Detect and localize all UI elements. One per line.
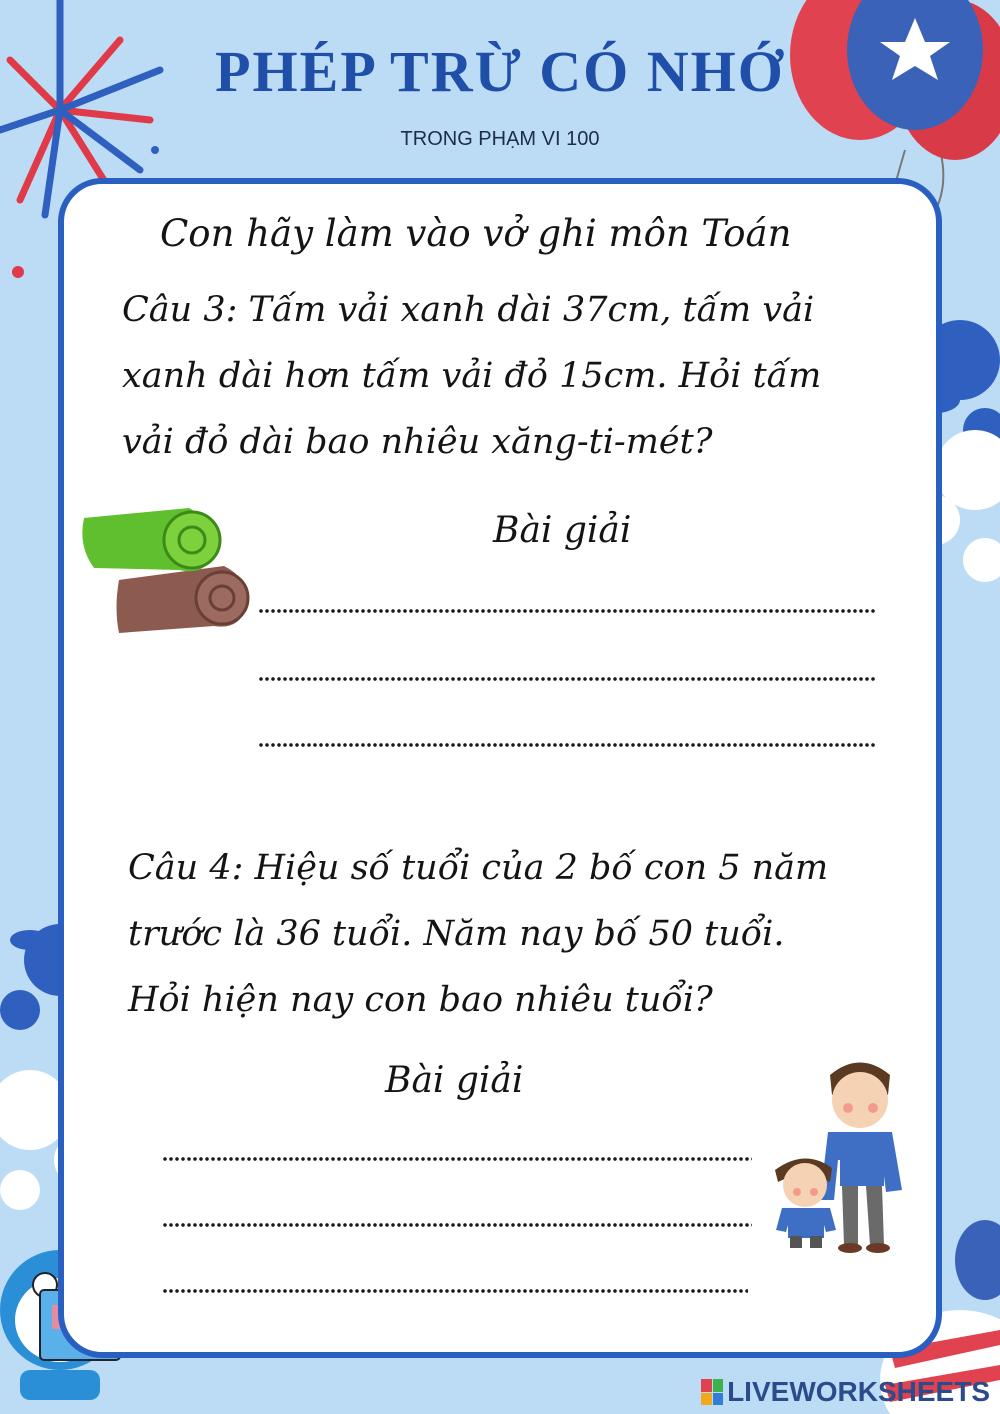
father-son-icon bbox=[770, 1050, 920, 1260]
question-4-line: trước là 36 tuổi. Năm nay bố 50 tuổi. bbox=[128, 914, 785, 954]
answer-label-4: Bài giải bbox=[385, 1060, 524, 1101]
brand-name: LIVEWORKSHEETS bbox=[727, 1376, 990, 1407]
fabric-roll-icon bbox=[74, 498, 254, 648]
question-3-line: Câu 3: Tấm vải xanh dài 37cm, tấm vải bbox=[122, 290, 815, 330]
page-subtitle: TRONG PHẠM VI 100 bbox=[400, 128, 600, 150]
answer-label-3: Bài giải bbox=[493, 510, 632, 551]
liveworksheets-logo bbox=[701, 1376, 990, 1408]
question-4-line: Hỏi hiện nay con bao nhiêu tuổi? bbox=[128, 980, 713, 1020]
instruction-text: Con hãy làm vào vở ghi môn Toán bbox=[160, 212, 792, 255]
answer-line-3-3[interactable] bbox=[258, 742, 876, 748]
answer-line-3-1[interactable] bbox=[258, 608, 876, 614]
question-3-line: vải đỏ dài bao nhiêu xăng-ti-mét? bbox=[122, 422, 713, 462]
question-3-line: xanh dài hơn tấm vải đỏ 15cm. Hỏi tấm bbox=[122, 356, 822, 396]
liveworksheets-icon bbox=[701, 1379, 723, 1405]
answer-line-4-1[interactable] bbox=[162, 1156, 752, 1162]
answer-line-4-3[interactable] bbox=[162, 1288, 748, 1294]
answer-line-3-2[interactable] bbox=[258, 676, 876, 682]
page-title: PHÉP TRỪ CÓ NHỚ bbox=[215, 39, 785, 104]
question-4-line: Câu 4: Hiệu số tuổi của 2 bố con 5 năm bbox=[128, 848, 829, 888]
answer-line-4-2[interactable] bbox=[162, 1222, 752, 1228]
